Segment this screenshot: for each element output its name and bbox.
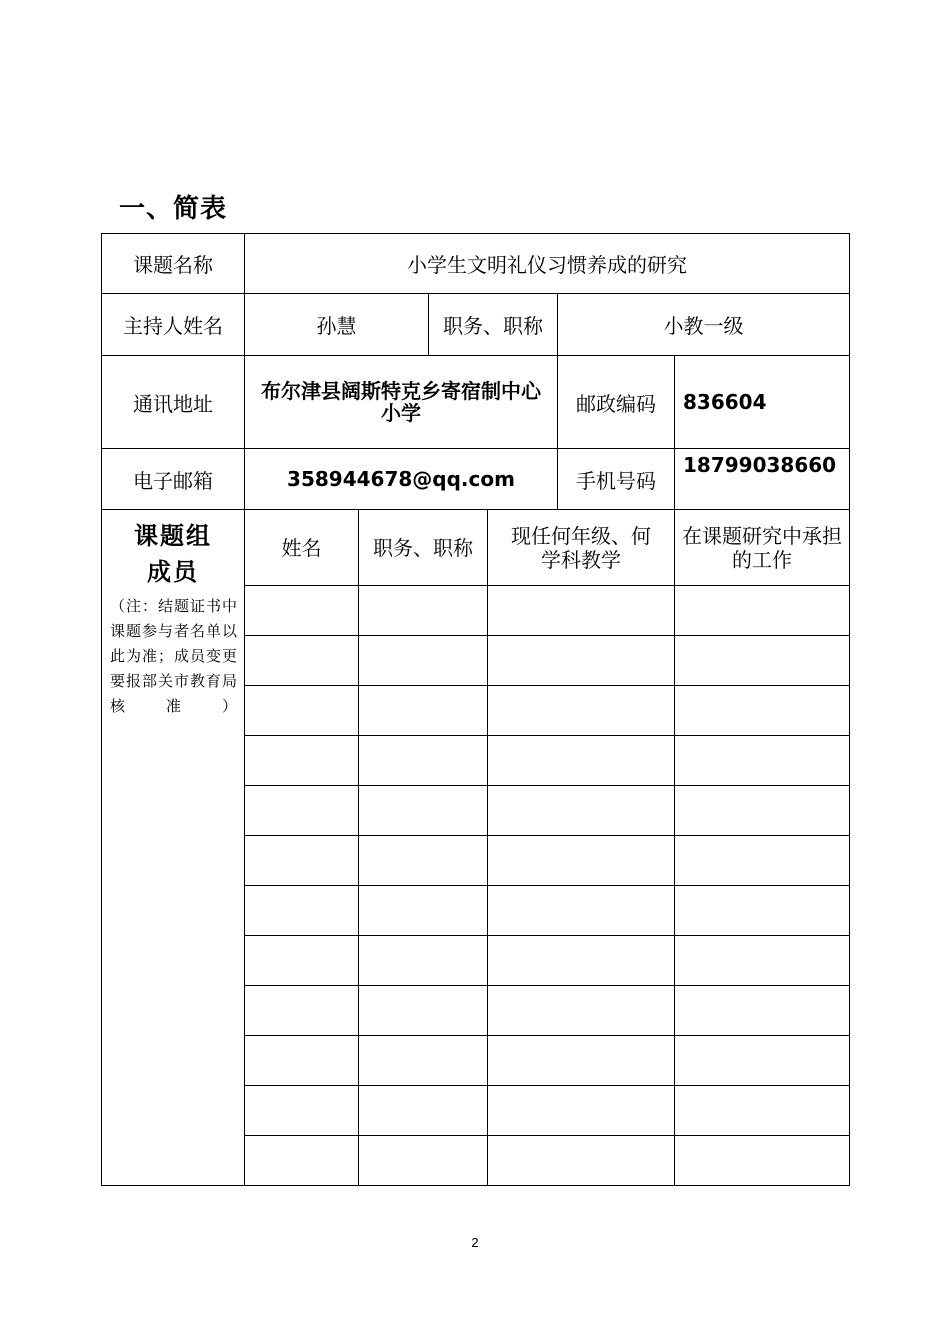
member-position-cell[interactable] [359,936,488,986]
member-position-cell[interactable] [359,786,488,836]
address-label: 通讯地址 [102,356,245,449]
member-name-cell[interactable] [245,636,359,686]
member-role-cell[interactable] [675,936,850,986]
member-teaching-cell[interactable] [488,686,675,736]
member-position-cell[interactable] [359,986,488,1036]
member-role-cell[interactable] [675,1036,850,1086]
col-header-position: 职务、职称 [359,510,488,586]
member-name-cell[interactable] [245,586,359,636]
member-teaching-cell[interactable] [488,986,675,1036]
group-header-row [102,510,850,586]
member-name-cell[interactable] [245,986,359,1036]
host-row [102,294,850,356]
project-summary-table [101,233,850,1186]
email-value: 358944678@qq.com [245,449,558,510]
phone-value: 18799038660 [675,449,850,510]
member-teaching-cell[interactable] [488,586,675,636]
member-name-cell[interactable] [245,886,359,936]
member-role-cell[interactable] [675,786,850,836]
member-teaching-cell[interactable] [488,836,675,886]
position-value: 小教一级 [558,294,850,356]
member-role-cell[interactable] [675,686,850,736]
topic-value: 小学生文明礼仪习惯养成的研究 [245,234,850,294]
topic-row [102,234,850,294]
member-teaching-cell[interactable] [488,736,675,786]
member-role-cell[interactable] [675,736,850,786]
group-title-line2: 成员 [147,558,199,586]
member-role-cell[interactable] [675,586,850,636]
col-header-name: 姓名 [245,510,359,586]
page-number: 2 [471,1235,479,1250]
col-header-teaching: 现任何年级、何学科教学 [488,510,675,586]
member-name-cell[interactable] [245,686,359,736]
email-label: 电子邮箱 [102,449,245,510]
member-position-cell[interactable] [359,886,488,936]
group-title-line1: 课题组 [134,522,212,550]
member-teaching-cell[interactable] [488,1136,675,1186]
member-name-cell[interactable] [245,786,359,836]
member-position-cell[interactable] [359,586,488,636]
member-role-cell[interactable] [675,1086,850,1136]
address-row [102,356,850,449]
member-teaching-cell[interactable] [488,636,675,686]
member-role-cell[interactable] [675,886,850,936]
member-position-cell[interactable] [359,736,488,786]
postcode-value: 836604 [675,356,850,449]
member-teaching-cell[interactable] [488,786,675,836]
member-role-cell[interactable] [675,986,850,1036]
member-position-cell[interactable] [359,686,488,736]
host-value: 孙慧 [245,294,429,356]
member-name-cell[interactable] [245,736,359,786]
member-teaching-cell[interactable] [488,886,675,936]
member-position-cell[interactable] [359,1136,488,1186]
member-position-cell[interactable] [359,1036,488,1086]
member-position-cell[interactable] [359,1086,488,1136]
member-position-cell[interactable] [359,636,488,686]
member-teaching-cell[interactable] [488,936,675,986]
address-value: 布尔津县阔斯特克乡寄宿制中心小学 [245,356,558,449]
group-note: （注：结题证书中课题参与者名单以此为准；成员变更要报部关市教育局核准） [110,597,239,715]
member-role-cell[interactable] [675,636,850,686]
phone-label: 手机号码 [558,449,675,510]
section-heading: 一、简表 [119,194,228,224]
col-header-role: 在课题研究中承担的工作 [675,510,850,586]
member-name-cell[interactable] [245,1036,359,1086]
member-name-cell[interactable] [245,836,359,886]
member-role-cell[interactable] [675,1136,850,1186]
member-teaching-cell[interactable] [488,1086,675,1136]
position-label: 职务、职称 [429,294,558,356]
member-name-cell[interactable] [245,936,359,986]
member-name-cell[interactable] [245,1086,359,1136]
member-role-cell[interactable] [675,836,850,886]
topic-label: 课题名称 [102,234,245,294]
host-label: 主持人姓名 [102,294,245,356]
postcode-label: 邮政编码 [558,356,675,449]
contact-row [102,449,850,510]
member-name-cell[interactable] [245,1136,359,1186]
group-label-cell [102,510,245,1186]
member-teaching-cell[interactable] [488,1036,675,1086]
member-position-cell[interactable] [359,836,488,886]
